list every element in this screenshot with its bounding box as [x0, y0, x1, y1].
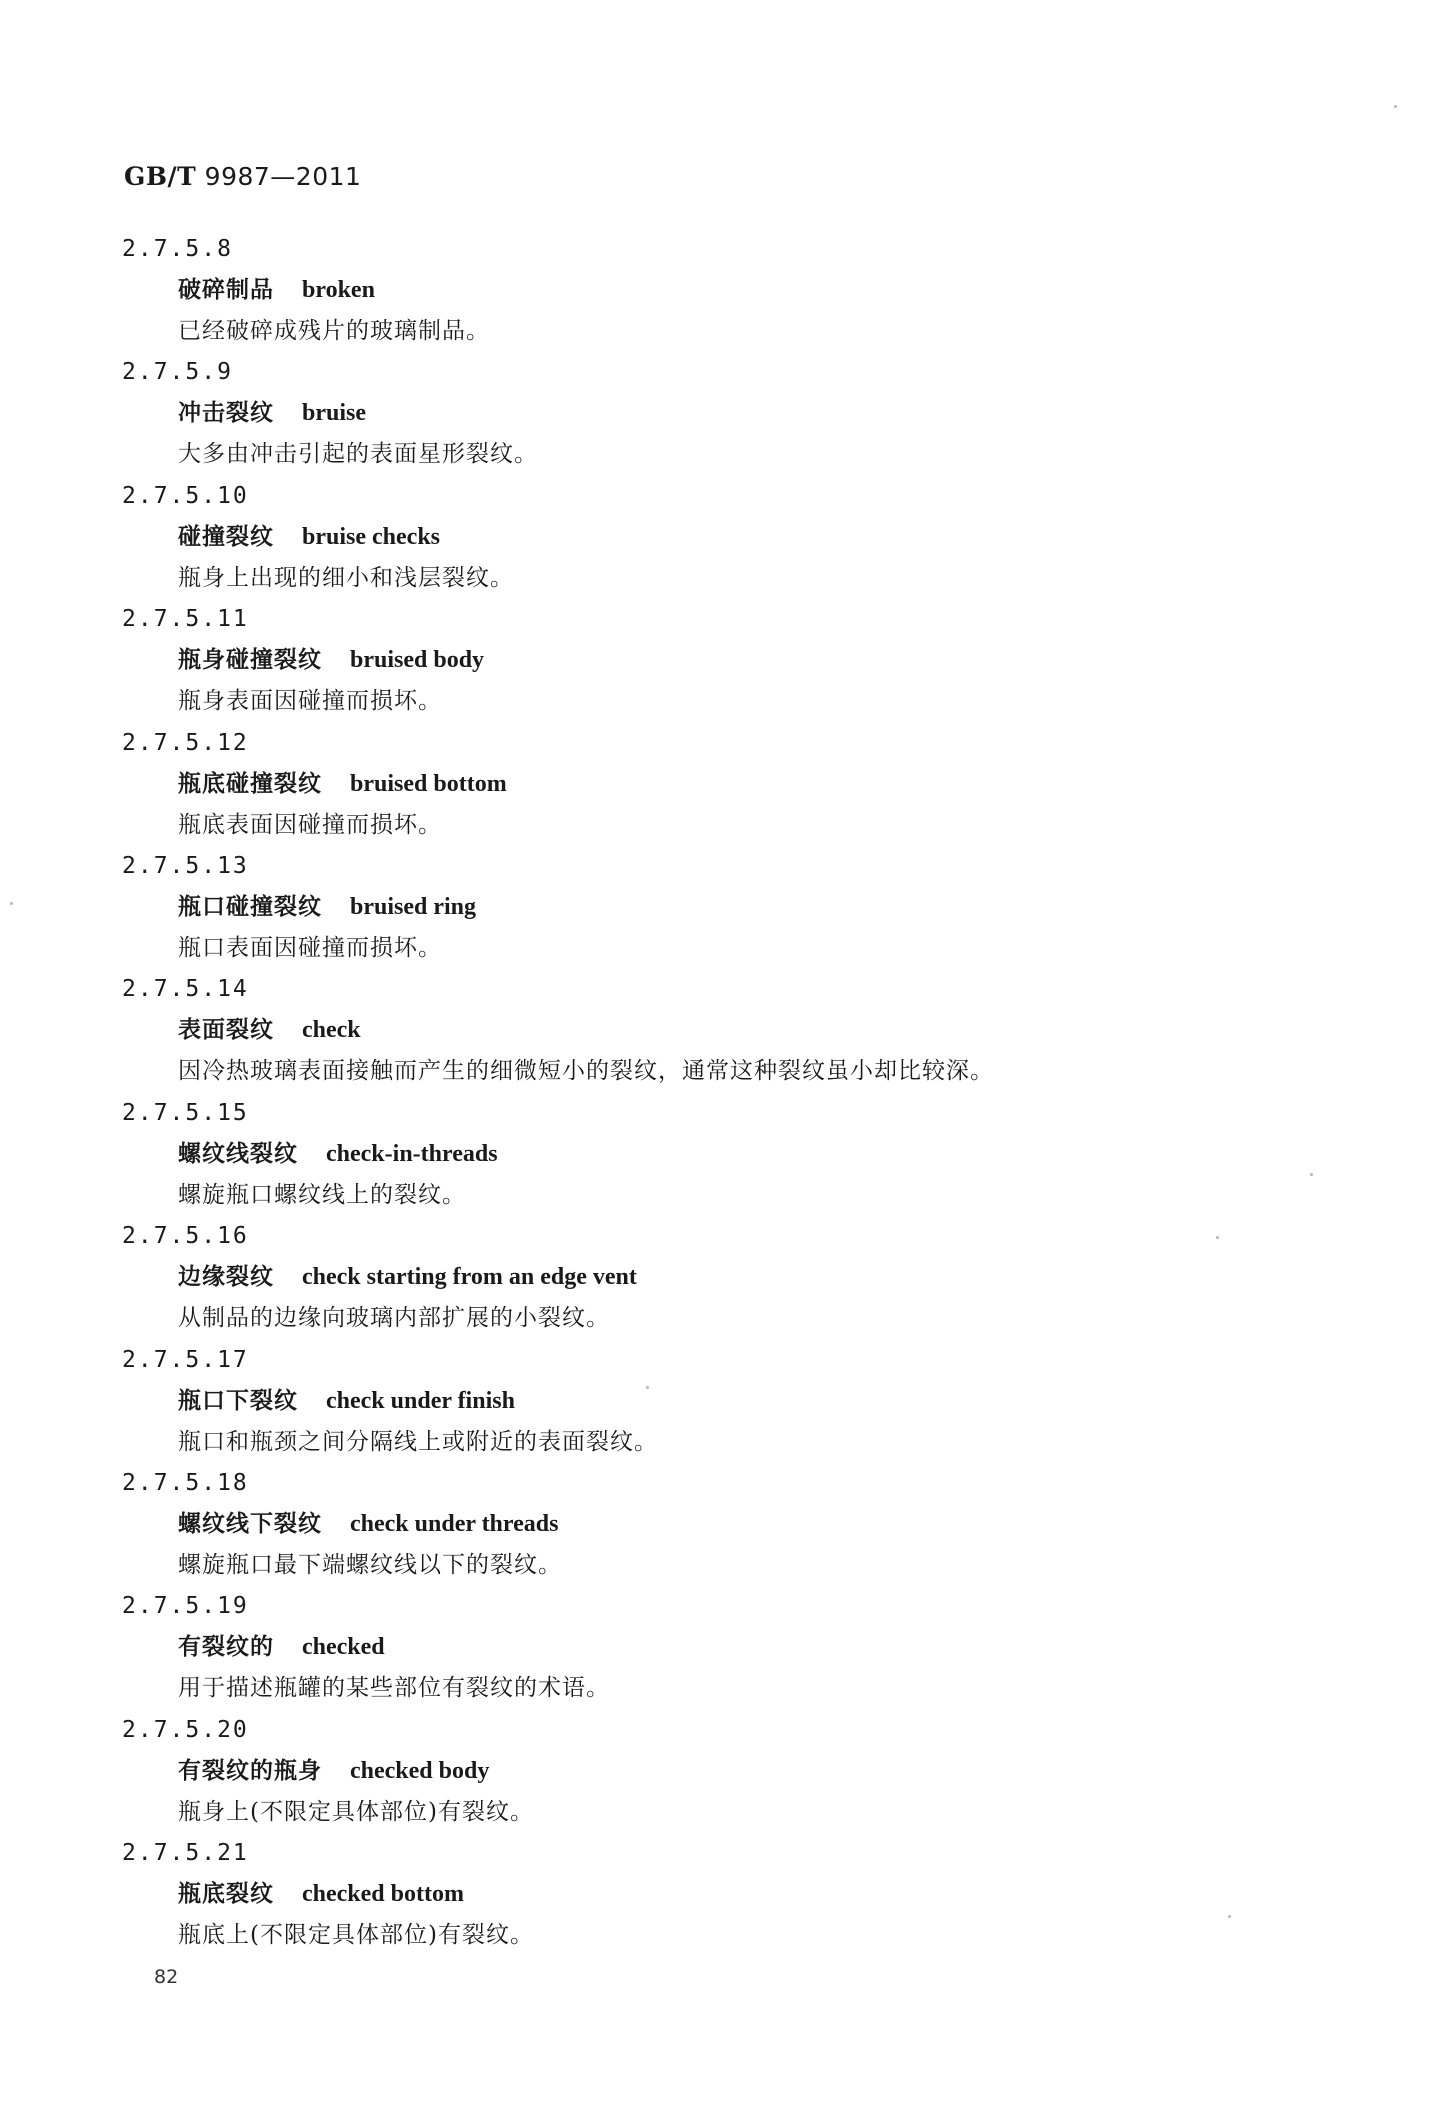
- term-english: bruise: [302, 400, 367, 427]
- term-entry: [0, 728, 1438, 851]
- term-chinese: 瓶口下裂纹: [178, 1386, 298, 1414]
- term-chinese: 瓶底碰撞裂纹: [178, 769, 322, 797]
- entry-definition: 用于描述瓶罐的某些部位有裂纹的术语。: [178, 1675, 610, 1702]
- entry-number: 2.7.5.19: [122, 1593, 249, 1620]
- entry-number: 2.7.5.14: [122, 976, 249, 1003]
- entry-term: [178, 1139, 498, 1169]
- entry-term: [178, 769, 507, 799]
- entry-number: 2.7.5.9: [122, 359, 233, 386]
- entry-number: 2.7.5.8: [122, 236, 233, 262]
- entry-number: 2.7.5.17: [122, 1346, 249, 1373]
- term-entry: [0, 1715, 1438, 1838]
- entry-number: 2.7.5.15: [122, 1099, 249, 1126]
- term-english: bruised ring: [350, 893, 477, 920]
- term-english: bruise checks: [302, 523, 440, 550]
- entry-number: 2.7.5.16: [122, 1223, 249, 1250]
- term-english: check-in-threads: [326, 1140, 498, 1167]
- entry-definition: 大多由冲击引起的表面星形裂纹。: [178, 441, 538, 468]
- entry-term: [178, 892, 476, 922]
- term-chinese: 碰撞裂纹: [178, 522, 274, 550]
- entry-number: 2.7.5.10: [122, 482, 249, 509]
- term-english: check under finish: [326, 1387, 515, 1414]
- entry-number: 2.7.5.13: [122, 852, 249, 879]
- entry-term: [178, 645, 484, 675]
- term-entry: [0, 1098, 1438, 1221]
- entry-number: 2.7.5.11: [122, 606, 249, 633]
- term-entry: [0, 234, 1438, 357]
- scan-speck: [10, 902, 13, 905]
- term-chinese: 有裂纹的瓶身: [178, 1756, 322, 1784]
- scan-speck: [1228, 1915, 1231, 1918]
- term-entry: [0, 357, 1438, 480]
- entry-definition: 螺旋瓶口螺纹线上的裂纹。: [178, 1181, 466, 1208]
- entry-definition: 从制品的边缘向玻璃内部扩展的小裂纹。: [178, 1305, 610, 1332]
- entry-number: 2.7.5.18: [122, 1469, 249, 1496]
- term-english: bruised body: [350, 647, 485, 674]
- entry-term: [178, 1756, 489, 1786]
- term-english: checked bottom: [302, 1881, 464, 1908]
- entry-definition: 瓶口和瓶颈之间分隔线上或附近的表面裂纹。: [178, 1428, 658, 1455]
- term-english: checked body: [350, 1757, 490, 1784]
- term-chinese: 螺纹线裂纹: [178, 1139, 298, 1167]
- term-chinese: 瓶口碰撞裂纹: [178, 892, 322, 920]
- entry-number: 2.7.5.21: [122, 1840, 249, 1867]
- term-entry: [0, 604, 1438, 727]
- term-chinese: 瓶底裂纹: [178, 1880, 274, 1908]
- term-entry-list: [0, 234, 1438, 1961]
- entry-number: 2.7.5.20: [122, 1716, 249, 1743]
- term-english: check starting from an edge vent: [302, 1264, 637, 1291]
- term-entry: [0, 1591, 1438, 1714]
- page-number: 82: [154, 1966, 179, 1988]
- term-entry: [0, 1345, 1438, 1468]
- entry-definition: 瓶口表面因碰撞而损坏。: [178, 934, 442, 961]
- standard-prefix: GB/T: [124, 162, 197, 191]
- scan-speck: [1394, 105, 1397, 108]
- term-entry: [0, 974, 1438, 1097]
- term-english: broken: [302, 277, 375, 303]
- standard-number: 9987—2011: [196, 162, 362, 191]
- entry-term: [178, 1386, 515, 1416]
- scan-speck: [1216, 1236, 1219, 1239]
- term-entry: [0, 1838, 1438, 1961]
- entry-definition: 瓶底表面因碰撞而损坏。: [178, 811, 442, 838]
- entry-term: [178, 1509, 558, 1539]
- term-english: checked: [302, 1634, 385, 1661]
- entry-term: [178, 275, 375, 305]
- entry-definition: 瓶身上出现的细小和浅层裂纹。: [178, 564, 514, 591]
- term-chinese: 有裂纹的: [178, 1633, 274, 1661]
- entry-term: [178, 1879, 464, 1909]
- term-chinese: 瓶身碰撞裂纹: [178, 646, 322, 674]
- scan-speck: [1310, 1173, 1313, 1176]
- term-entry: [0, 1468, 1438, 1591]
- entry-term: [178, 398, 366, 428]
- term-english: bruised bottom: [350, 770, 507, 797]
- term-chinese: 边缘裂纹: [178, 1263, 274, 1291]
- entry-term: [178, 522, 440, 552]
- term-english: check under threads: [350, 1510, 559, 1537]
- term-english: check: [302, 1017, 361, 1044]
- scan-speck: [646, 1386, 649, 1389]
- entry-number: 2.7.5.12: [122, 729, 249, 756]
- term-chinese: 冲击裂纹: [178, 399, 274, 427]
- term-chinese: 表面裂纹: [178, 1016, 274, 1044]
- term-chinese: 破碎制品: [178, 276, 274, 303]
- term-entry: [0, 1221, 1438, 1344]
- entry-term: [178, 1015, 361, 1045]
- entry-definition: 螺旋瓶口最下端螺纹线以下的裂纹。: [178, 1551, 562, 1578]
- term-chinese: 螺纹线下裂纹: [178, 1509, 322, 1537]
- entry-definition: 已经破碎成残片的玻璃制品。: [178, 318, 490, 344]
- entry-term: [178, 1262, 637, 1292]
- entry-definition: 瓶底上(不限定具体部位)有裂纹。: [178, 1922, 534, 1949]
- standard-header: [124, 162, 361, 191]
- entry-definition: 因冷热玻璃表面接触而产生的细微短小的裂纹，通常这种裂纹虽小却比较深。: [178, 1058, 994, 1085]
- term-entry: [0, 481, 1438, 604]
- term-entry: [0, 851, 1438, 974]
- entry-term: [178, 1632, 385, 1662]
- entry-definition: 瓶身表面因碰撞而损坏。: [178, 688, 442, 715]
- entry-definition: 瓶身上(不限定具体部位)有裂纹。: [178, 1798, 534, 1825]
